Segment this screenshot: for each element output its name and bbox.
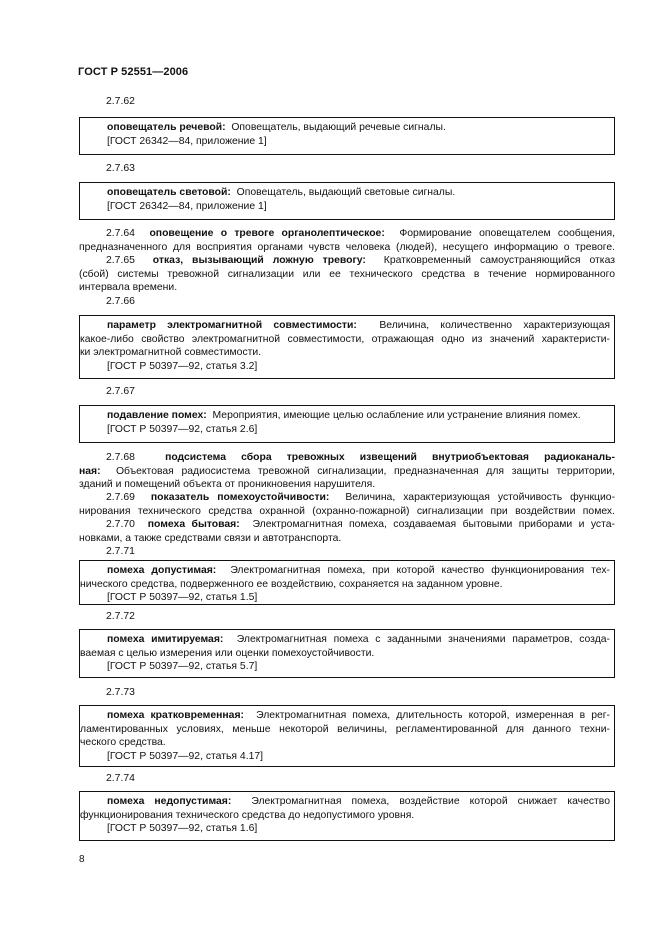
definition-text: новками, а также средствами связи и автотранспорта.	[79, 532, 342, 544]
page-number: 8	[79, 854, 85, 865]
definition: Электромагнитная помеха с заданными значениями параметров, созда-	[236, 634, 611, 645]
definition: Мероприятия, имеющие целью ослабление или устранение влияния помех.	[212, 410, 581, 421]
definition-text: ческого средства.	[80, 737, 166, 749]
definition: Величина, количественно характеризующая	[379, 320, 610, 331]
entry-number: 2.7.70	[106, 519, 135, 530]
definition-text: ки электромагнитной совместимости.	[80, 347, 262, 359]
source-reference: [ГОСТ Р 50397—92, статья 1.5]	[107, 592, 258, 604]
definition-box	[79, 560, 615, 605]
entry-number: 2.7.73	[106, 687, 135, 698]
definition-paragraph	[79, 451, 615, 492]
term: помеха недопустимая:	[107, 796, 232, 807]
definition: Электромагнитная помеха, длительность которой, измеренная в рег-	[256, 710, 611, 721]
definition: Формирование оповещателем сообщения,	[399, 228, 615, 239]
term: параметр электромагнитной совместимости:	[107, 320, 357, 331]
entry-number: 2.7.66	[106, 296, 135, 307]
source-reference: [ГОСТ 26342—84, приложение 1]	[107, 135, 267, 147]
definition-text	[80, 186, 610, 200]
entry-number: 2.7.63	[106, 163, 135, 174]
definition-text: ламентированных условиях, меньше некоторой величины, регламентированной для данного техни-	[80, 723, 610, 735]
term: подсистема сбора тревожных извещений внутриобъектовая радиоканаль-	[165, 452, 616, 463]
source-reference: [ГОСТ Р 50397—92, статья 5.7]	[107, 661, 258, 673]
definition-paragraph	[79, 491, 615, 518]
definition-text: предназначенного для восприятия органами чувств человека (людей), несущего информацию о тревоге.	[79, 241, 615, 253]
definition-box	[79, 705, 615, 767]
term: оповещатель речевой:	[107, 122, 226, 133]
definition-box	[79, 629, 615, 678]
entry-number: 2.7.64	[106, 228, 135, 239]
term: помеха бытовая:	[147, 519, 240, 530]
definition-text: функционирования технического средства до недопустимого уровня.	[80, 809, 415, 821]
definition-text	[80, 633, 610, 647]
definition-text: нирования технического средства охранной (охранно-пожарной) сигнализации при воздействии помех.	[79, 505, 615, 517]
term: отказ, вызывающий ложную тревогу:	[152, 255, 366, 266]
source-reference: [ГОСТ Р 50397—92, статья 2.6]	[107, 423, 258, 435]
entry-number: 2.7.74	[106, 773, 135, 784]
definition-paragraph	[79, 518, 615, 545]
term: показатель помехоустойчивости:	[150, 492, 330, 503]
page-header: ГОСТ Р 52551—2006	[78, 66, 189, 78]
definition-text: (сбой) системы тревожной сигнализации или ее технического средства в течение нормированного	[79, 268, 615, 280]
definition-text: какое-либо свойство электромагнитной совместимости, отражающая одно из значений характеристи-	[80, 333, 610, 345]
definition-paragraph	[79, 227, 615, 254]
definition-box	[79, 791, 615, 841]
definition: Электромагнитная помеха, создаваемая бытовыми приборами и уста-	[252, 519, 616, 530]
definition-box	[79, 405, 615, 443]
definition-text	[80, 319, 610, 333]
definition-text	[80, 121, 610, 135]
source-reference: [ГОСТ 26342—84, приложение 1]	[107, 200, 267, 212]
definition-box	[79, 117, 615, 155]
definition-text: интервала времени.	[79, 282, 178, 294]
definition: Электромагнитная помеха, при которой качество функционирования тех-	[230, 565, 611, 576]
term: оповещатель световой:	[107, 187, 231, 198]
definition-paragraph	[79, 254, 615, 295]
definition-text: зданий и помещений объекта от проникновения нарушителя.	[79, 479, 376, 491]
definition: Объектовая радиосистема тревожной сигнализации, предназначенная для защиты территории,	[115, 465, 615, 477]
definition-text	[80, 795, 610, 809]
source-reference: [ГОСТ Р 50397—92, статья 3.2]	[107, 360, 258, 372]
term: ная:	[79, 465, 101, 477]
source-reference: [ГОСТ Р 50397—92, статья 1.6]	[107, 823, 258, 835]
definition: Оповещатель, выдающий речевые сигналы.	[231, 122, 446, 133]
source-reference: [ГОСТ Р 50397—92, статья 4.17]	[107, 750, 264, 762]
entry-number: 2.7.68	[106, 452, 135, 463]
definition-text	[80, 709, 610, 723]
term: оповещение о тревоге органолептическое:	[149, 228, 385, 239]
definition: Величина, характеризующая устойчивость функцио-	[345, 492, 616, 503]
definition-text	[80, 409, 610, 423]
definition: Кратковременный самоустраняющийся отказ	[383, 255, 616, 266]
definition-box	[79, 315, 615, 379]
entry-number: 2.7.69	[106, 492, 135, 503]
entry-number: 2.7.65	[106, 255, 135, 266]
definition: Оповещатель, выдающий световые сигналы.	[236, 187, 456, 198]
entry-number: 2.7.71	[106, 546, 135, 557]
definition-box	[79, 182, 615, 220]
definition: Электромагнитная помеха, воздействие которой снижает качество	[251, 796, 610, 807]
term: помеха кратковременная:	[107, 710, 244, 721]
definition-text: ваемая с целью измерения или оценки помехоустойчивости.	[80, 647, 375, 659]
term: подавление помех:	[107, 410, 207, 421]
term: помеха допустимая:	[107, 565, 217, 576]
definition-text	[80, 564, 610, 578]
entry-number: 2.7.67	[106, 386, 135, 397]
entry-number: 2.7.72	[106, 611, 135, 622]
definition-text: нического средства, подверженного ее воздействию, сохраняется на заданном уровне.	[80, 578, 503, 590]
entry-number: 2.7.62	[106, 96, 135, 107]
term: помеха имитируемая:	[107, 634, 224, 645]
